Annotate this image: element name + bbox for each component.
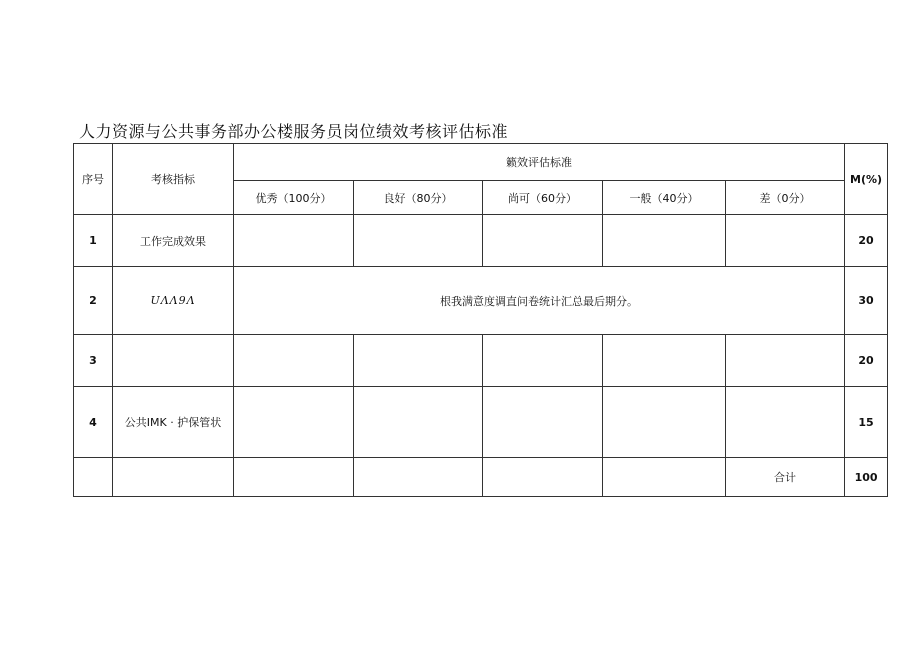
- row-weight: 30: [845, 267, 888, 335]
- row-indicator: 工作完成效果: [113, 215, 234, 267]
- score-cell: [603, 335, 726, 387]
- document-title: 人力资源与公共事务部办公楼服务员岗位绩效考核评估标准: [79, 122, 509, 141]
- table-row: [74, 215, 888, 267]
- score-cell: [726, 215, 845, 267]
- total-weight: 100: [845, 458, 888, 497]
- score-cell: [354, 335, 483, 387]
- table-row: [74, 387, 888, 458]
- score-cell: [483, 215, 603, 267]
- score-cell: [354, 215, 483, 267]
- row-indicator: 公共IMK · 护保管状: [113, 387, 234, 458]
- evaluation-table: [73, 143, 888, 497]
- header-grade-good: 良好（80分）: [354, 181, 483, 215]
- row-seq: 2: [74, 267, 113, 335]
- total-empty-cell: [483, 458, 603, 497]
- row-criteria-note: 根我满意度调直问卷统计汇总最后期分。: [234, 267, 845, 335]
- total-indicator-cell: [113, 458, 234, 497]
- row-seq: 1: [74, 215, 113, 267]
- score-cell: [483, 387, 603, 458]
- row-weight: 20: [845, 215, 888, 267]
- header-grade-average: 一般（40分）: [603, 181, 726, 215]
- table-row: [74, 267, 888, 335]
- total-seq-cell: [74, 458, 113, 497]
- total-empty-cell: [603, 458, 726, 497]
- row-indicator: [113, 335, 234, 387]
- header-criteria-group: 籁效评估标准: [234, 144, 845, 181]
- row-indicator: UΛΛ9Λ: [113, 267, 234, 335]
- header-grade-fair: 尚可（60分）: [483, 181, 603, 215]
- row-seq: 4: [74, 387, 113, 458]
- total-empty-cell: [234, 458, 354, 497]
- header-weight: M(%): [845, 144, 888, 215]
- header-seq: 序号: [74, 144, 113, 215]
- score-cell: [603, 387, 726, 458]
- row-weight: 20: [845, 335, 888, 387]
- score-cell: [483, 335, 603, 387]
- score-cell: [354, 387, 483, 458]
- row-weight: 15: [845, 387, 888, 458]
- header-grade-poor: 差（0分）: [726, 181, 845, 215]
- total-label: 合计: [726, 458, 845, 497]
- header-indicator: 考核指标: [113, 144, 234, 215]
- score-cell: [234, 387, 354, 458]
- score-cell: [234, 215, 354, 267]
- total-empty-cell: [354, 458, 483, 497]
- total-row: [74, 458, 888, 497]
- score-cell: [603, 215, 726, 267]
- table-row: [74, 335, 888, 387]
- score-cell: [234, 335, 354, 387]
- header-grade-excellent: 优秀（100分）: [234, 181, 354, 215]
- row-seq: 3: [74, 335, 113, 387]
- score-cell: [726, 387, 845, 458]
- score-cell: [726, 335, 845, 387]
